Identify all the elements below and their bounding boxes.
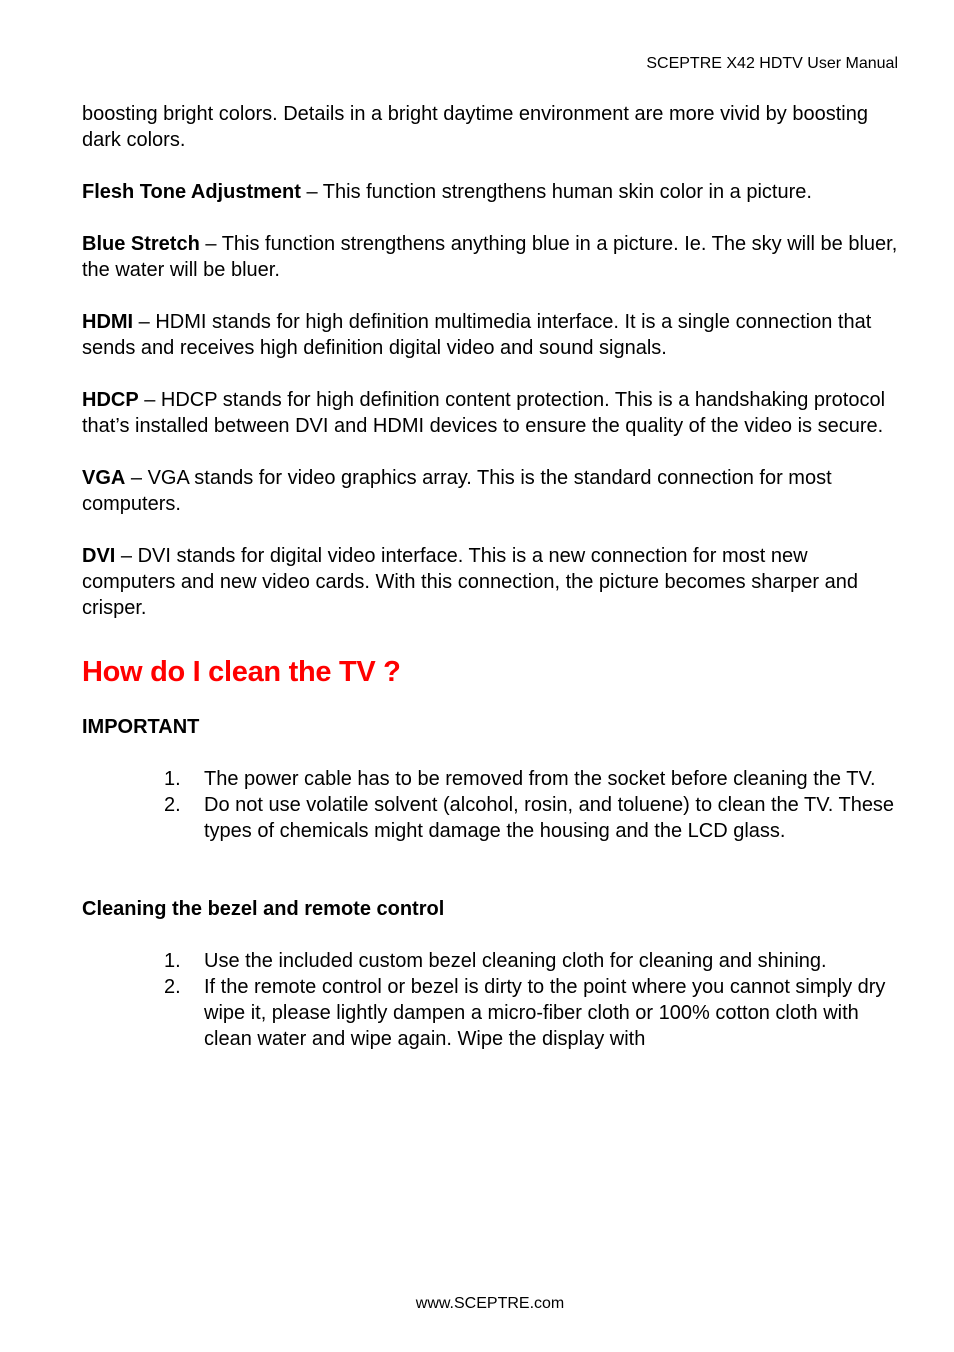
definition-description: – HDCP stands for high definition content protection. This is a handshaking protocol that’s installed between DVI and HDMI devices to ensure the quality of the video is secure. [82,389,886,437]
list-item-number: 1. [164,950,181,972]
list-item-text: The power cable has to be removed from the socket before cleaning the TV. [204,768,876,790]
list-item [82,766,902,792]
definition-vga [82,465,902,517]
list-item-number: 2. [164,794,181,816]
definition-dvi [82,543,902,621]
definition-description: – This function strengthens anything blue in a picture. Ie. The sky will be bluer, the water will be bluer. [82,233,898,281]
definition-term: Blue Stretch [82,233,200,255]
definition-term: HDCP [82,389,139,411]
definition-term: DVI [82,545,116,567]
list-item-number: 2. [164,976,181,998]
definition-flesh-tone [82,179,902,205]
section-heading: How do I clean the TV ? [82,656,401,688]
list-item [82,792,902,844]
list-item [82,974,902,1052]
definition-hdcp [82,387,902,439]
intro-paragraph: boosting bright colors. Details in a bright daytime environment are more vivid by boosting dark colors. [82,103,868,151]
bezel-cleaning-label: Cleaning the bezel and remote control [82,898,445,920]
definition-term: HDMI [82,311,134,333]
definition-term: Flesh Tone Adjustment [82,181,301,203]
page-footer-url: www.SCEPTRE.com [415,1295,565,1312]
definition-blue-stretch [82,231,902,283]
definition-hdmi [82,309,902,361]
definition-description: – This function strengthens human skin color in a picture. [300,181,812,203]
list-item-text: Use the included custom bezel cleaning cloth for cleaning and shining. [204,950,827,972]
definition-description: – VGA stands for video graphics array. This is the standard connection for most computers. [82,467,832,515]
definition-description: – HDMI stands for high definition multimedia interface. It is a single connection that sends and receives high definition digital video and sound signals. [82,311,872,359]
list-item-number: 1. [164,768,181,790]
definition-description: – DVI stands for digital video interface. This is a new connection for most new computers and new video cards. With this connection, the picture becomes sharper and crisper. [82,545,858,619]
important-label: IMPORTANT [82,716,200,738]
definition-term: VGA [82,467,126,489]
bezel-cleaning-list [82,948,902,1052]
list-item [82,948,902,974]
list-item-text: Do not use volatile solvent (alcohol, rosin, and toluene) to clean the TV. These types of chemicals might damage the housing and the LCD glass. [204,794,895,842]
page-header-title: SCEPTRE X42 HDTV User Manual [646,55,898,72]
important-list [82,766,902,844]
list-item-text: If the remote control or bezel is dirty to the point where you cannot simply dry wipe it, please lightly dampen a micro-fiber cloth or 100% cotton cloth with clean water and wipe again. Wipe the display with [204,976,886,1050]
page-content [82,101,902,1052]
